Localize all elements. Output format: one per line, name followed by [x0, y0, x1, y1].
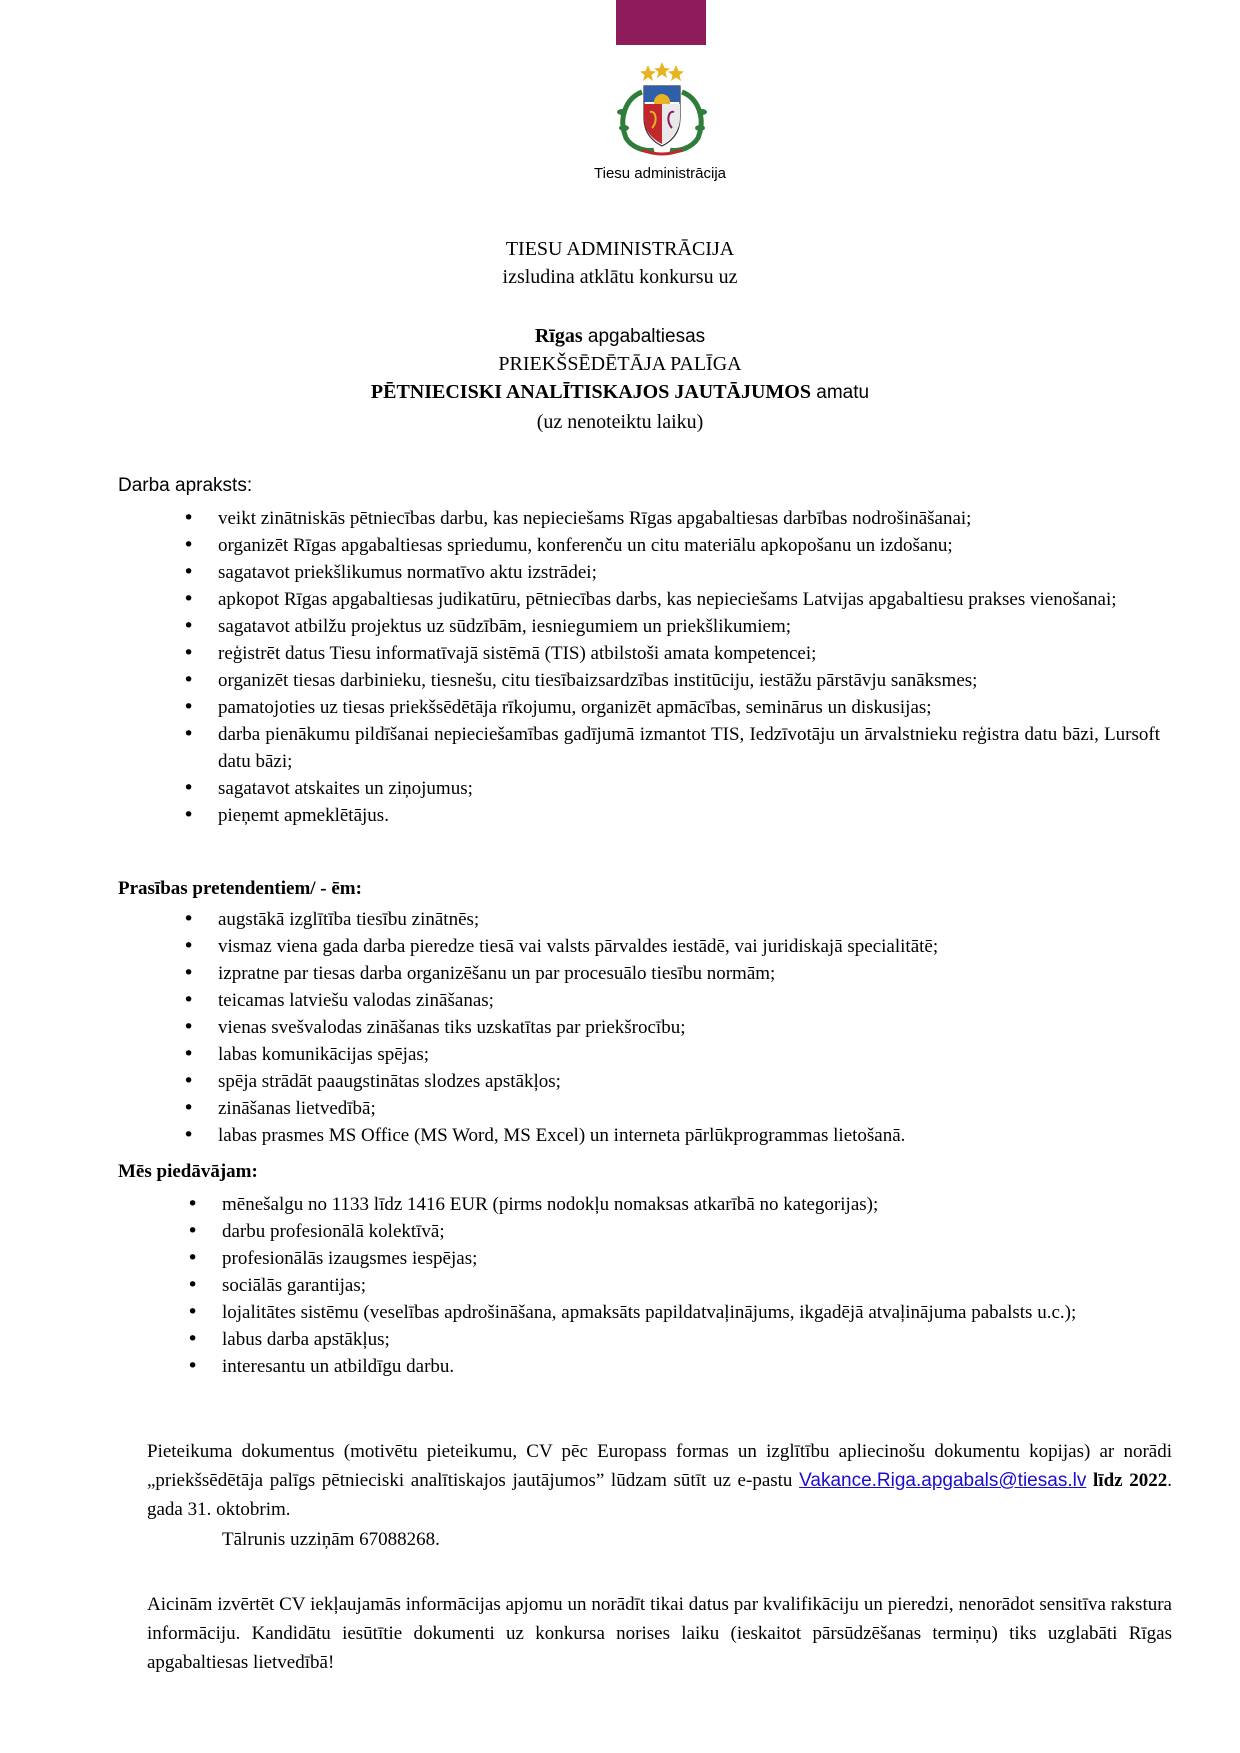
- duty-item: • apkopot Rīgas apgabaltiesas judikatūru, pētniecības darbs, kas nepieciešams Latvijas apgabaltiesu prakses vienošanai;: [218, 586, 1160, 613]
- offer-heading: Mēs piedāvājam:: [118, 1161, 258, 1182]
- announcement-title: TIESU ADMINISTRĀCIJA: [505, 238, 735, 260]
- requirement-item: • spēja strādāt paaugstinātas slodzes apstākļos;: [218, 1068, 1160, 1095]
- offer-item: • interesantu un atbildīgu darbu.: [222, 1353, 1170, 1380]
- offer-item: • mēnešalgu no 1133 līdz 1416 EUR (pirms nodokļu nomaksas atkarībā no kategorijas);: [222, 1191, 1170, 1218]
- application-email-link[interactable]: Vakance.Riga.apgabals@tiesas.lv: [799, 1470, 1087, 1491]
- header-accent-bar: [616, 0, 706, 45]
- offer-item: • lojalitātes sistēmu (veselības apdrošināšana, apmaksāts papildatvaļinājums, ikgadējā atvaļinājuma pabalsts u.c.);: [222, 1299, 1170, 1326]
- application-text: Pieteikuma dokumentus (motivētu pieteikumu, CV pēc Europass formas un izglītību apliecinošu dokumentu kopijas) ar norādi „priekšsēdētāja palīgs pētnieciski analītiskajos jautājumos” lūdzam sūtīt uz e-pastu: [147, 1441, 1172, 1491]
- offer-item: • labus darba apstākļus;: [222, 1326, 1170, 1353]
- duty-item: • organizēt tiesas darbinieku, tiesnešu, citu tiesībaizsardzības institūciju, iestāžu pārstāvju sanāksmes;: [218, 667, 1160, 694]
- offer-item: • darbu profesionālā kolektīvā;: [222, 1218, 1170, 1245]
- position-field-bold: PĒTNIECISKI ANALĪTISKAJOS JAUTĀJUMOS: [370, 381, 811, 403]
- court-city: Rīgas: [534, 325, 583, 347]
- requirements-list: [218, 906, 1160, 1149]
- requirement-item: • vienas svešvalodas zināšanas tiks uzskatītas par priekšrocību;: [218, 1014, 1160, 1041]
- requirement-item: • augstākā izglītība tiesību zinātnēs;: [218, 906, 1160, 933]
- position-field-suffix: amatu: [811, 382, 870, 403]
- duty-item: • reģistrēt datus Tiesu informatīvajā sistēmā (TIS) atbilstoši amata kompetencei;: [218, 640, 1160, 667]
- court-type: apgabaltiesas: [582, 326, 706, 347]
- duty-item: • pieņemt apmeklētājus.: [218, 802, 1160, 829]
- offer-item: • profesionālās izaugsmes iespējas;: [222, 1245, 1170, 1272]
- duty-item: • veikt zinātniskās pētniecības darbu, kas nepieciešams Rīgas apgabaltiesas darbības nodrošināšanai;: [218, 505, 1160, 532]
- org-name: Tiesu administrācija: [594, 165, 726, 182]
- duty-item: • organizēt Rīgas apgabaltiesas spriedumu, konferenču un citu materiālu apkopošanu un izdošanu;: [218, 532, 1160, 559]
- position-court: [0, 323, 1240, 350]
- offer-item: • sociālās garantijas;: [222, 1272, 1170, 1299]
- duty-item: • pamatojoties uz tiesas priekšsēdētāja rīkojumu, organizēt apmācības, seminārus un diskusijas;: [218, 694, 1160, 721]
- application-paragraph: [147, 1437, 1172, 1524]
- duties-list: [218, 505, 1160, 829]
- deadline-bold: līdz 2022: [1093, 1470, 1168, 1491]
- position-field: [0, 379, 1240, 406]
- requirement-item: • izpratne par tiesas darba organizēšanu un par procesuālo tiesību normām;: [218, 960, 1160, 987]
- position-term: (uz nenoteiktu laiku): [536, 411, 704, 433]
- requirements-heading: Prasības pretendentiem/ - ēm:: [118, 878, 362, 899]
- phone-line: Tālrunis uzziņām 67088268.: [222, 1529, 440, 1550]
- requirement-item: • zināšanas lietvedībā;: [218, 1095, 1160, 1122]
- announcement-subtitle: izsludina atklātu konkursu uz: [502, 266, 738, 288]
- duty-item: • sagatavot atskaites un ziņojumus;: [218, 775, 1160, 802]
- requirement-item: • teicamas latviešu valodas zināšanas;: [218, 987, 1160, 1014]
- requirement-item: • labas komunikācijas spējas;: [218, 1041, 1160, 1068]
- coat-of-arms-logo: [612, 62, 712, 158]
- deadline-date: . gada 31. oktobrim.: [147, 1470, 1173, 1520]
- data-retention-notice: Aicinām izvērtēt CV iekļaujamās informācijas apjomu un norādīt tikai datus par kvalifikāciju un pieredzi, nenorādot sensitīva rakstura informāciju. Kandidātu iesūtītie dokumenti uz konkursa norises laiku (ieskaitot pārsūdzēšanas termiņu) tiks uzglabāti Rīgas apgabaltiesas lietvedībā!: [147, 1594, 1172, 1673]
- position-title: PRIEKŠSĒDĒTĀJA PALĪGA: [498, 353, 742, 375]
- duty-item: • sagatavot priekšlikumus normatīvo aktu izstrādei;: [218, 559, 1160, 586]
- requirement-item: • vismaz viena gada darba pieredze tiesā vai valsts pārvaldes iestādē, vai juridiskajā specialitātē;: [218, 933, 1160, 960]
- duty-item: • sagatavot atbilžu projektus uz sūdzībām, iesniegumiem un priekšlikumiem;: [218, 613, 1160, 640]
- duty-item: • darba pienākumu pildīšanai nepieciešamības gadījumā izmantot TIS, Iedzīvotāju un ārvalstnieku reģistra datu bāzi, Lursoft datu bāzi;: [218, 721, 1160, 775]
- duties-heading: Darba apraksts:: [118, 475, 253, 496]
- requirement-item: • labas prasmes MS Office (MS Word, MS Excel) un interneta pārlūkprogrammas lietošanā.: [218, 1122, 1160, 1149]
- offer-list: [222, 1191, 1170, 1380]
